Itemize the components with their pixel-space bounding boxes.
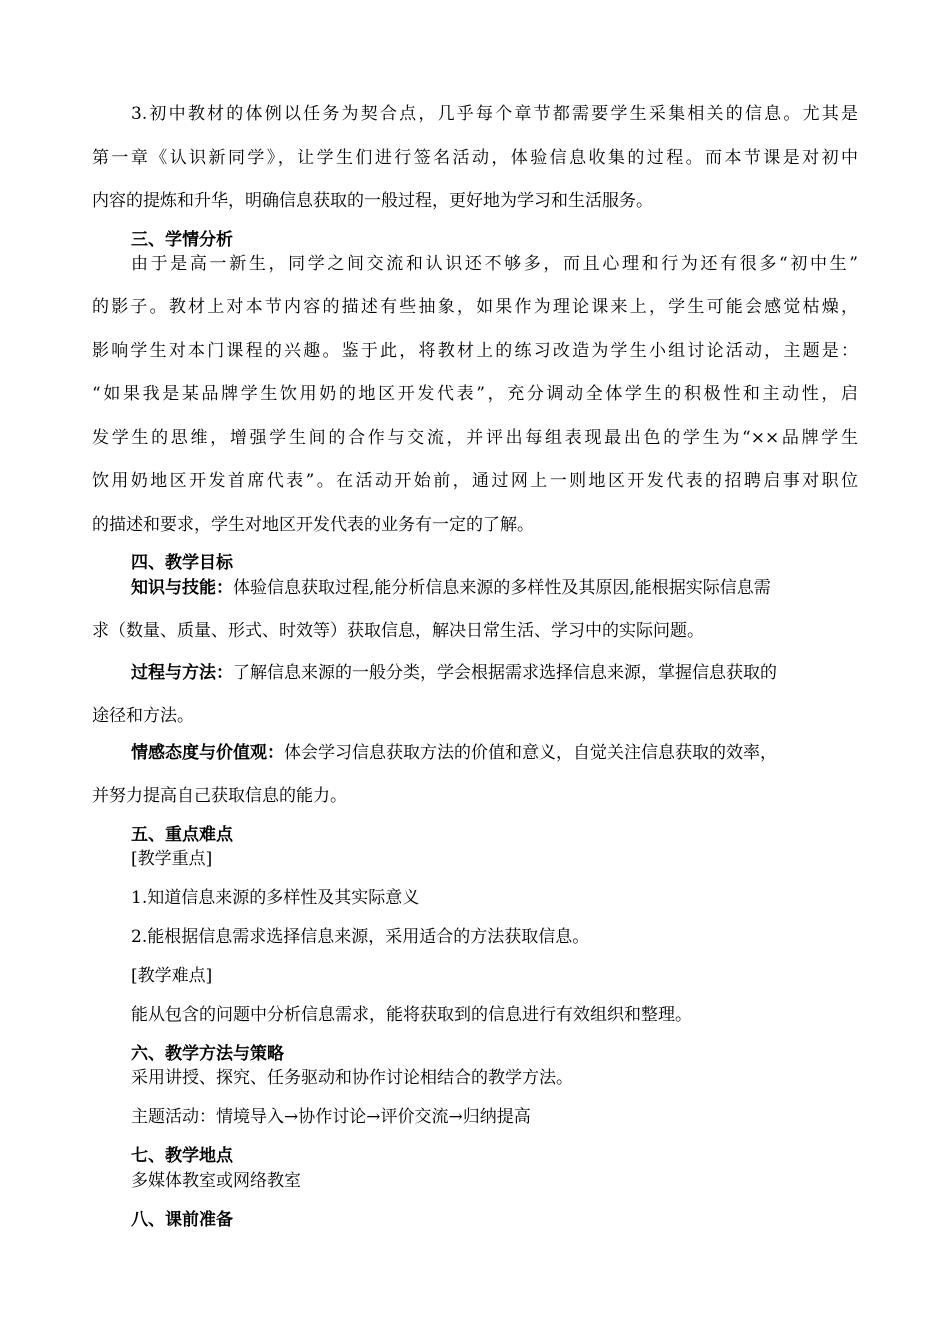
objective-process [131,662,858,684]
paragraph-line: 的影子。教材上对本节内容的描述有些抽象，如果作为理论课来上，学生可能会感觉枯燥， [92,297,858,317]
section-heading: 八、课前准备 [131,1210,233,1230]
paragraph-line: 采用讲授、探究、任务驱动和协作讨论相结合的教学方法。 [131,1068,573,1088]
objective-text: 体会学习信息获取方法的价值和意义，自觉关注信息获取的效率， [284,743,777,763]
paragraph-line: 发学生的思维，增强学生间的合作与交流，并评出每组表现最出色的学生为“××品牌学生 [92,428,858,448]
subsection-label: [教学重点] [131,849,213,869]
list-item: 能从包含的问题中分析信息需求，能将获取到的信息进行有效组织和整理。 [131,1005,692,1025]
paragraph-line: 由于是高一新生，同学之间交流和认识还不够多，而且心理和行为还有很多“初中生” [131,254,858,274]
paragraph-line: 多媒体教室或网络教室 [131,1171,301,1191]
objective-text: 了解信息来源的一般分类，学会根据需求选择信息来源，掌握信息获取的 [233,663,777,683]
paragraph-line: 并努力提高自己获取信息的能力。 [92,786,347,806]
paragraph-line: 3.初中教材的体例以任务为契合点，几乎每个章节都需要学生采集相关的信息。尤其是 [131,104,858,124]
objective-text: 体验信息获取过程,能分析信息来源的多样性及其原因,能根据实际信息需 [233,578,771,598]
section-heading: 七、教学地点 [131,1146,233,1166]
list-item: 1.知道信息来源的多样性及其实际意义 [131,888,420,908]
section-heading: 三、学情分析 [131,230,233,250]
list-item: 2.能根据信息需求选择信息来源，采用适合的方法获取信息。 [131,927,590,947]
paragraph-line: 饮用奶地区开发首席代表”。在活动开始前，通过网上一则地区开发代表的招聘启事对职位 [92,471,858,491]
objective-label: 情感态度与价值观： [131,743,284,763]
subsection-label: [教学难点] [131,966,213,986]
paragraph-line: 影响学生对本门课程的兴趣。鉴于此，将教材上的练习改造为学生小组讨论活动，主题是： [92,341,858,361]
paragraph-line: “如果我是某品牌学生饮用奶的地区开发代表”，充分调动全体学生的积极性和主动性，启 [92,384,858,404]
objective-label: 知识与技能： [131,578,233,598]
paragraph-line: 的描述和要求，学生对地区开发代表的业务有一定的了解。 [92,515,534,535]
objective-emotion [131,742,858,764]
objective-label: 过程与方法： [131,663,233,683]
paragraph-line: 主题活动：情境导入→协作讨论→评价交流→归纳提高 [131,1107,531,1127]
paragraph-line: 求（数量、质量、形式、时效等）获取信息，解决日常生活、学习中的实际问题。 [92,621,704,641]
paragraph-line: 内容的提炼和升华，明确信息获取的一般过程，更好地为学习和生活服务。 [92,191,653,211]
paragraph-line: 第一章《认识新同学》，让学生们进行签名活动，体验信息收集的过程。而本节课是对初中 [92,148,858,168]
objective-knowledge [131,577,858,599]
paragraph-line: 途径和方法。 [92,706,194,726]
section-heading: 四、教学目标 [131,553,233,573]
section-heading: 六、教学方法与策略 [131,1044,284,1064]
section-heading: 五、重点难点 [131,825,233,845]
